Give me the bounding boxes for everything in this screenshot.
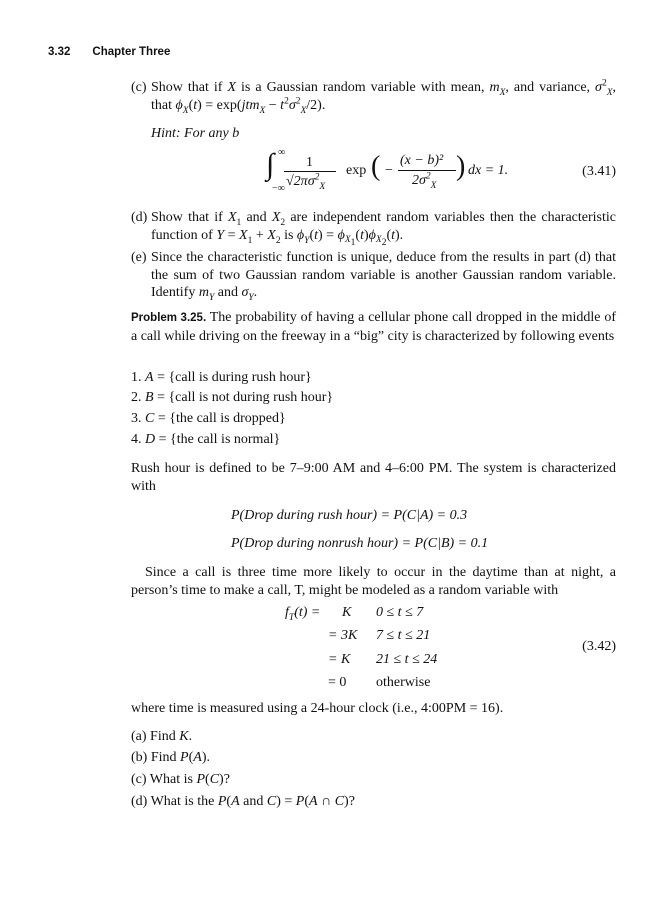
pdf-range-1: 0 ≤ t ≤ 7: [376, 605, 424, 620]
right-paren: ): [456, 151, 466, 182]
integral-lower-limit: −∞: [272, 183, 285, 194]
question-label: (a): [131, 729, 147, 744]
pdf-range-4: otherwise: [376, 675, 431, 690]
question-text: Find P(A).: [150, 750, 210, 765]
integral-sign: ∫: [266, 148, 275, 181]
item-label: (d): [131, 210, 148, 225]
item-text: Show that if X is a Gaussian random variable with mean, $m_X$, and variance, $\sigma^2_X$, that $\phi_X(t) = \exp(jtm_X - t^2\sigma^2_X/2)$.: [151, 78, 616, 116]
question-text: What is the P(A and C) = P(A ∩ C)?: [150, 794, 355, 809]
question-text: Find K.: [150, 729, 193, 744]
prob-equation-2: P(Drop during nonrush hour) = P(C|B) = 0.1: [231, 536, 489, 551]
event-3: [131, 410, 286, 428]
pdf-value-1: K: [342, 605, 352, 620]
item-d: [131, 209, 616, 249]
question-b: [131, 749, 210, 767]
equation-3-42: [0, 604, 664, 696]
question-d: [131, 793, 355, 811]
pdf-value-2: = 3K: [328, 628, 358, 643]
exp-denominator: $2\sigma^2_X$: [412, 171, 437, 191]
question-label: (b): [131, 750, 148, 765]
page-number: 3.32: [48, 46, 71, 58]
coef-denominator: $√2\pi\sigma^2_X$: [286, 172, 326, 192]
pdf-range-3: 21 ≤ t ≤ 24: [376, 652, 438, 667]
item-text: Show that if $X_1$ and $X_2$ are independent random variables then the characteristic function of $Y = X_1 + X_2$ is $\phi_Y(t) = \phi_{X_1}(t)\phi_{X_2}(t)$.: [151, 210, 616, 249]
event-number: 2.: [131, 390, 142, 405]
pdf-lhs: $f_T(t)$ =: [285, 605, 321, 623]
problem-text: The probability of having a cellular phone call dropped in the middle of a call while driving on the freeway in a “big” city is characterized by following events: [131, 310, 616, 344]
hint-text: Hint: For any b: [151, 126, 240, 141]
coef-numerator: 1: [306, 155, 313, 170]
event-text: D = {the call is normal}: [145, 432, 281, 447]
event-text: A = {call is during rush hour}: [145, 370, 312, 385]
prob-equation-1: P(Drop during rush hour) = P(C|A) = 0.3: [231, 508, 468, 523]
integral-upper-limit: ∞: [278, 147, 286, 158]
event-number: 3.: [131, 411, 142, 426]
equation-rhs: dx = 1.: [468, 163, 509, 178]
coef-fraction-bar: [284, 171, 336, 172]
pdf-range-2: 7 ≤ t ≤ 21: [376, 628, 431, 643]
chapter-title: Chapter Three: [92, 46, 171, 58]
minus-sign: −: [385, 163, 393, 178]
rush-hour-text: Rush hour is defined to be 7–9:00 AM and 4–6:00 PM. The system is characterized with: [131, 461, 616, 494]
event-number: 4.: [131, 432, 142, 447]
question-a: [131, 728, 192, 746]
left-paren: (: [371, 151, 381, 182]
event-text: B = {call is not during rush hour}: [145, 390, 334, 405]
item-label: (e): [131, 250, 147, 265]
event-2: [131, 389, 333, 407]
equation-number-3-42: (3.42): [582, 639, 616, 654]
item-e: [131, 249, 616, 302]
problem-label: Problem 3.25.: [131, 312, 207, 324]
pdf-value-3: = K: [328, 652, 351, 667]
equation-3-41: [266, 148, 566, 194]
event-4: [131, 431, 280, 449]
question-c: [131, 771, 230, 789]
question-label: (d): [131, 794, 148, 809]
model-text: Since a call is three time more likely to occur in the daytime than at night, a person’s time to make a call, T, might be modeled as a random variable with: [131, 565, 616, 598]
item-label: (c): [131, 80, 147, 95]
exp-operator: exp: [346, 163, 367, 178]
exp-numerator: (x − b)²: [400, 153, 444, 168]
equation-number-3-41: (3.41): [582, 164, 616, 179]
event-text: C = {the call is dropped}: [145, 411, 286, 426]
question-label: (c): [131, 772, 147, 787]
clock-text: where time is measured using a 24-hour clock (i.e., 4:00PM = 16).: [131, 701, 504, 716]
running-header: [48, 46, 170, 58]
item-c: [131, 79, 616, 114]
question-text: What is P(C)?: [149, 772, 230, 787]
pdf-value-4: = 0: [328, 675, 347, 690]
event-1: [131, 369, 312, 387]
event-number: 1.: [131, 370, 142, 385]
problem-3-25-intro: [131, 309, 616, 345]
item-text: Since the characteristic function is unique, deduce from the results in part (d) that the sum of two Gaussian random variable is another Gaussian random variable. Identify $m_Y$ and $\sigma_Y$.: [151, 250, 616, 303]
